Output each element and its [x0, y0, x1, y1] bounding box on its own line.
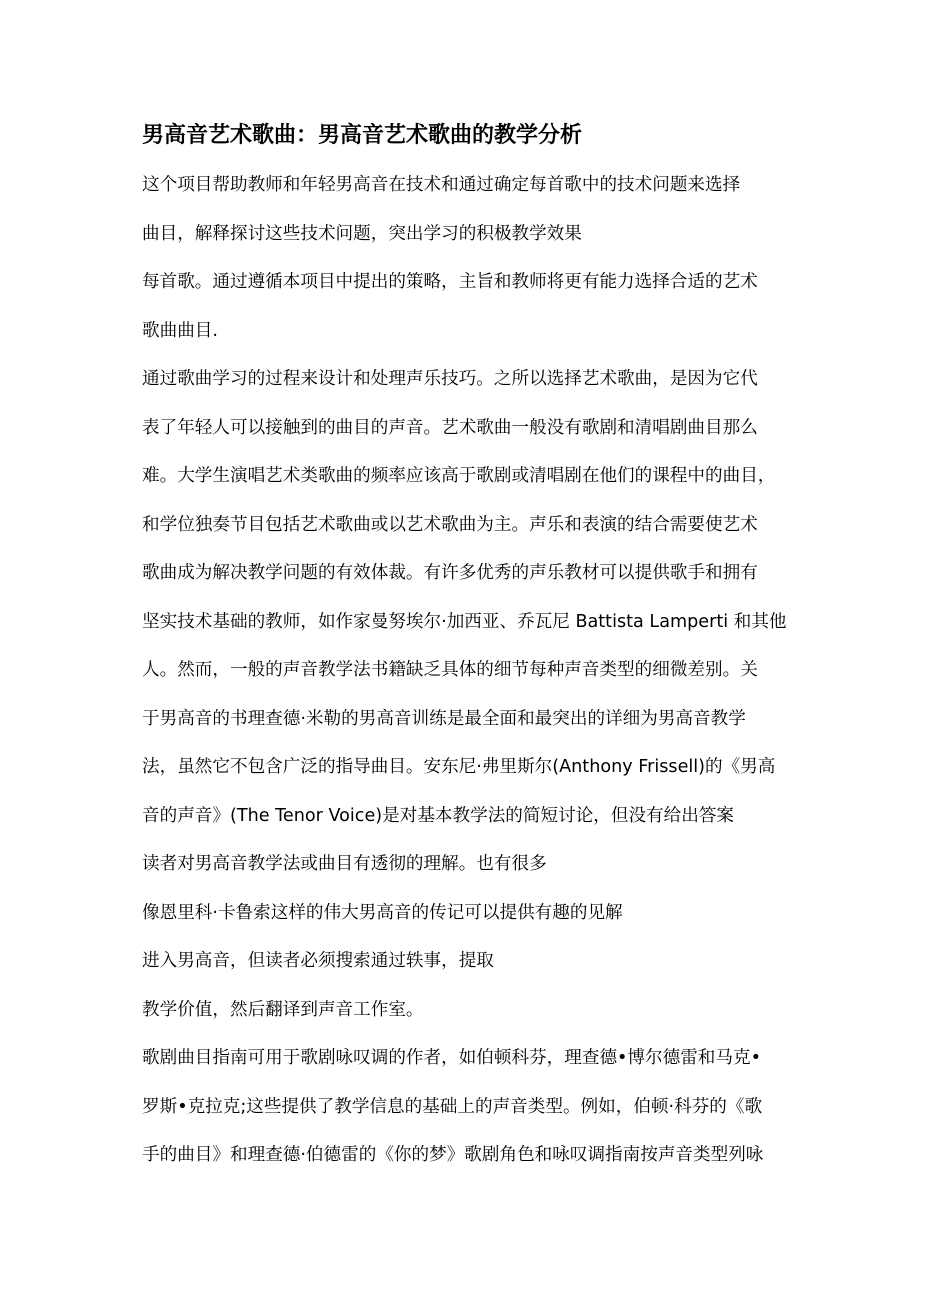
text-line: 歌剧曲目指南可用于歌剧咏叹调的作者，如伯顿科芬，理查德•博尔德雷和马克• [142, 1048, 761, 1068]
text-line: 坚实技术基础的教师，如作家曼努埃尔·加西亚、乔瓦尼 Battista Lamperti 和其他 [142, 612, 787, 632]
text-line: 法，虽然它不包含广泛的指导曲目。安东尼·弗里斯尔(Anthony Frissell)的《男高 [142, 757, 776, 777]
text-line: 和学位独奏节目包括艺术歌曲或以艺术歌曲为主。声乐和表演的结合需要使艺术 [142, 515, 758, 535]
text-line: 罗斯•克拉克;这些提供了教学信息的基础上的声音类型。例如，伯顿·科芬的《歌 [142, 1097, 763, 1117]
text-line: 歌曲曲目. [142, 321, 218, 341]
text-line: 通过歌曲学习的过程来设计和处理声乐技巧。之所以选择艺术歌曲，是因为它代 [142, 369, 758, 389]
text-line: 表了年轻人可以接触到的曲目的声音。艺术歌曲一般没有歌剧和清唱剧曲目那么 [142, 418, 758, 438]
text-line: 这个项目帮助教师和年轻男高音在技术和通过确定每首歌中的技术问题来选择 [142, 175, 741, 195]
text-line: 于男高音的书理查德·米勒的男高音训练是最全面和最突出的详细为男高音教学 [142, 709, 746, 729]
text-line: 像恩里科·卡鲁索这样的伟大男高音的传记可以提供有趣的见解 [142, 903, 623, 923]
text-line: 教学价值，然后翻译到声音工作室。 [142, 1000, 424, 1020]
text-line: 音的声音》(The Tenor Voice)是对基本教学法的简短讨论，但没有给出答案 [142, 806, 735, 826]
document-title: 男高音艺术歌曲：男高音艺术歌曲的教学分析 [142, 123, 583, 148]
text-line: 进入男高音，但读者必须搜索通过轶事，提取 [142, 951, 494, 971]
text-line: 读者对男高音教学法或曲目有透彻的理解。也有很多 [142, 854, 547, 874]
text-line: 每首歌。通过遵循本项目中提出的策略，主旨和教师将更有能力选择合适的艺术 [142, 272, 758, 292]
text-line: 曲目，解释探讨这些技术问题，突出学习的积极教学效果 [142, 224, 582, 244]
text-line: 手的曲目》和理查德·伯德雷的《你的梦》歌剧角色和咏叹调指南按声音类型列咏 [142, 1145, 764, 1165]
text-line: 歌曲成为解决教学问题的有效体裁。有许多优秀的声乐教材可以提供歌手和拥有 [142, 563, 758, 583]
text-line: 难。大学生演唱艺术类歌曲的频率应该高于歌剧或清唱剧在他们的课程中的曲目， [142, 466, 776, 486]
text-line: 人。然而，一般的声音教学法书籍缺乏具体的细节每种声音类型的细微差别。关 [142, 660, 758, 680]
